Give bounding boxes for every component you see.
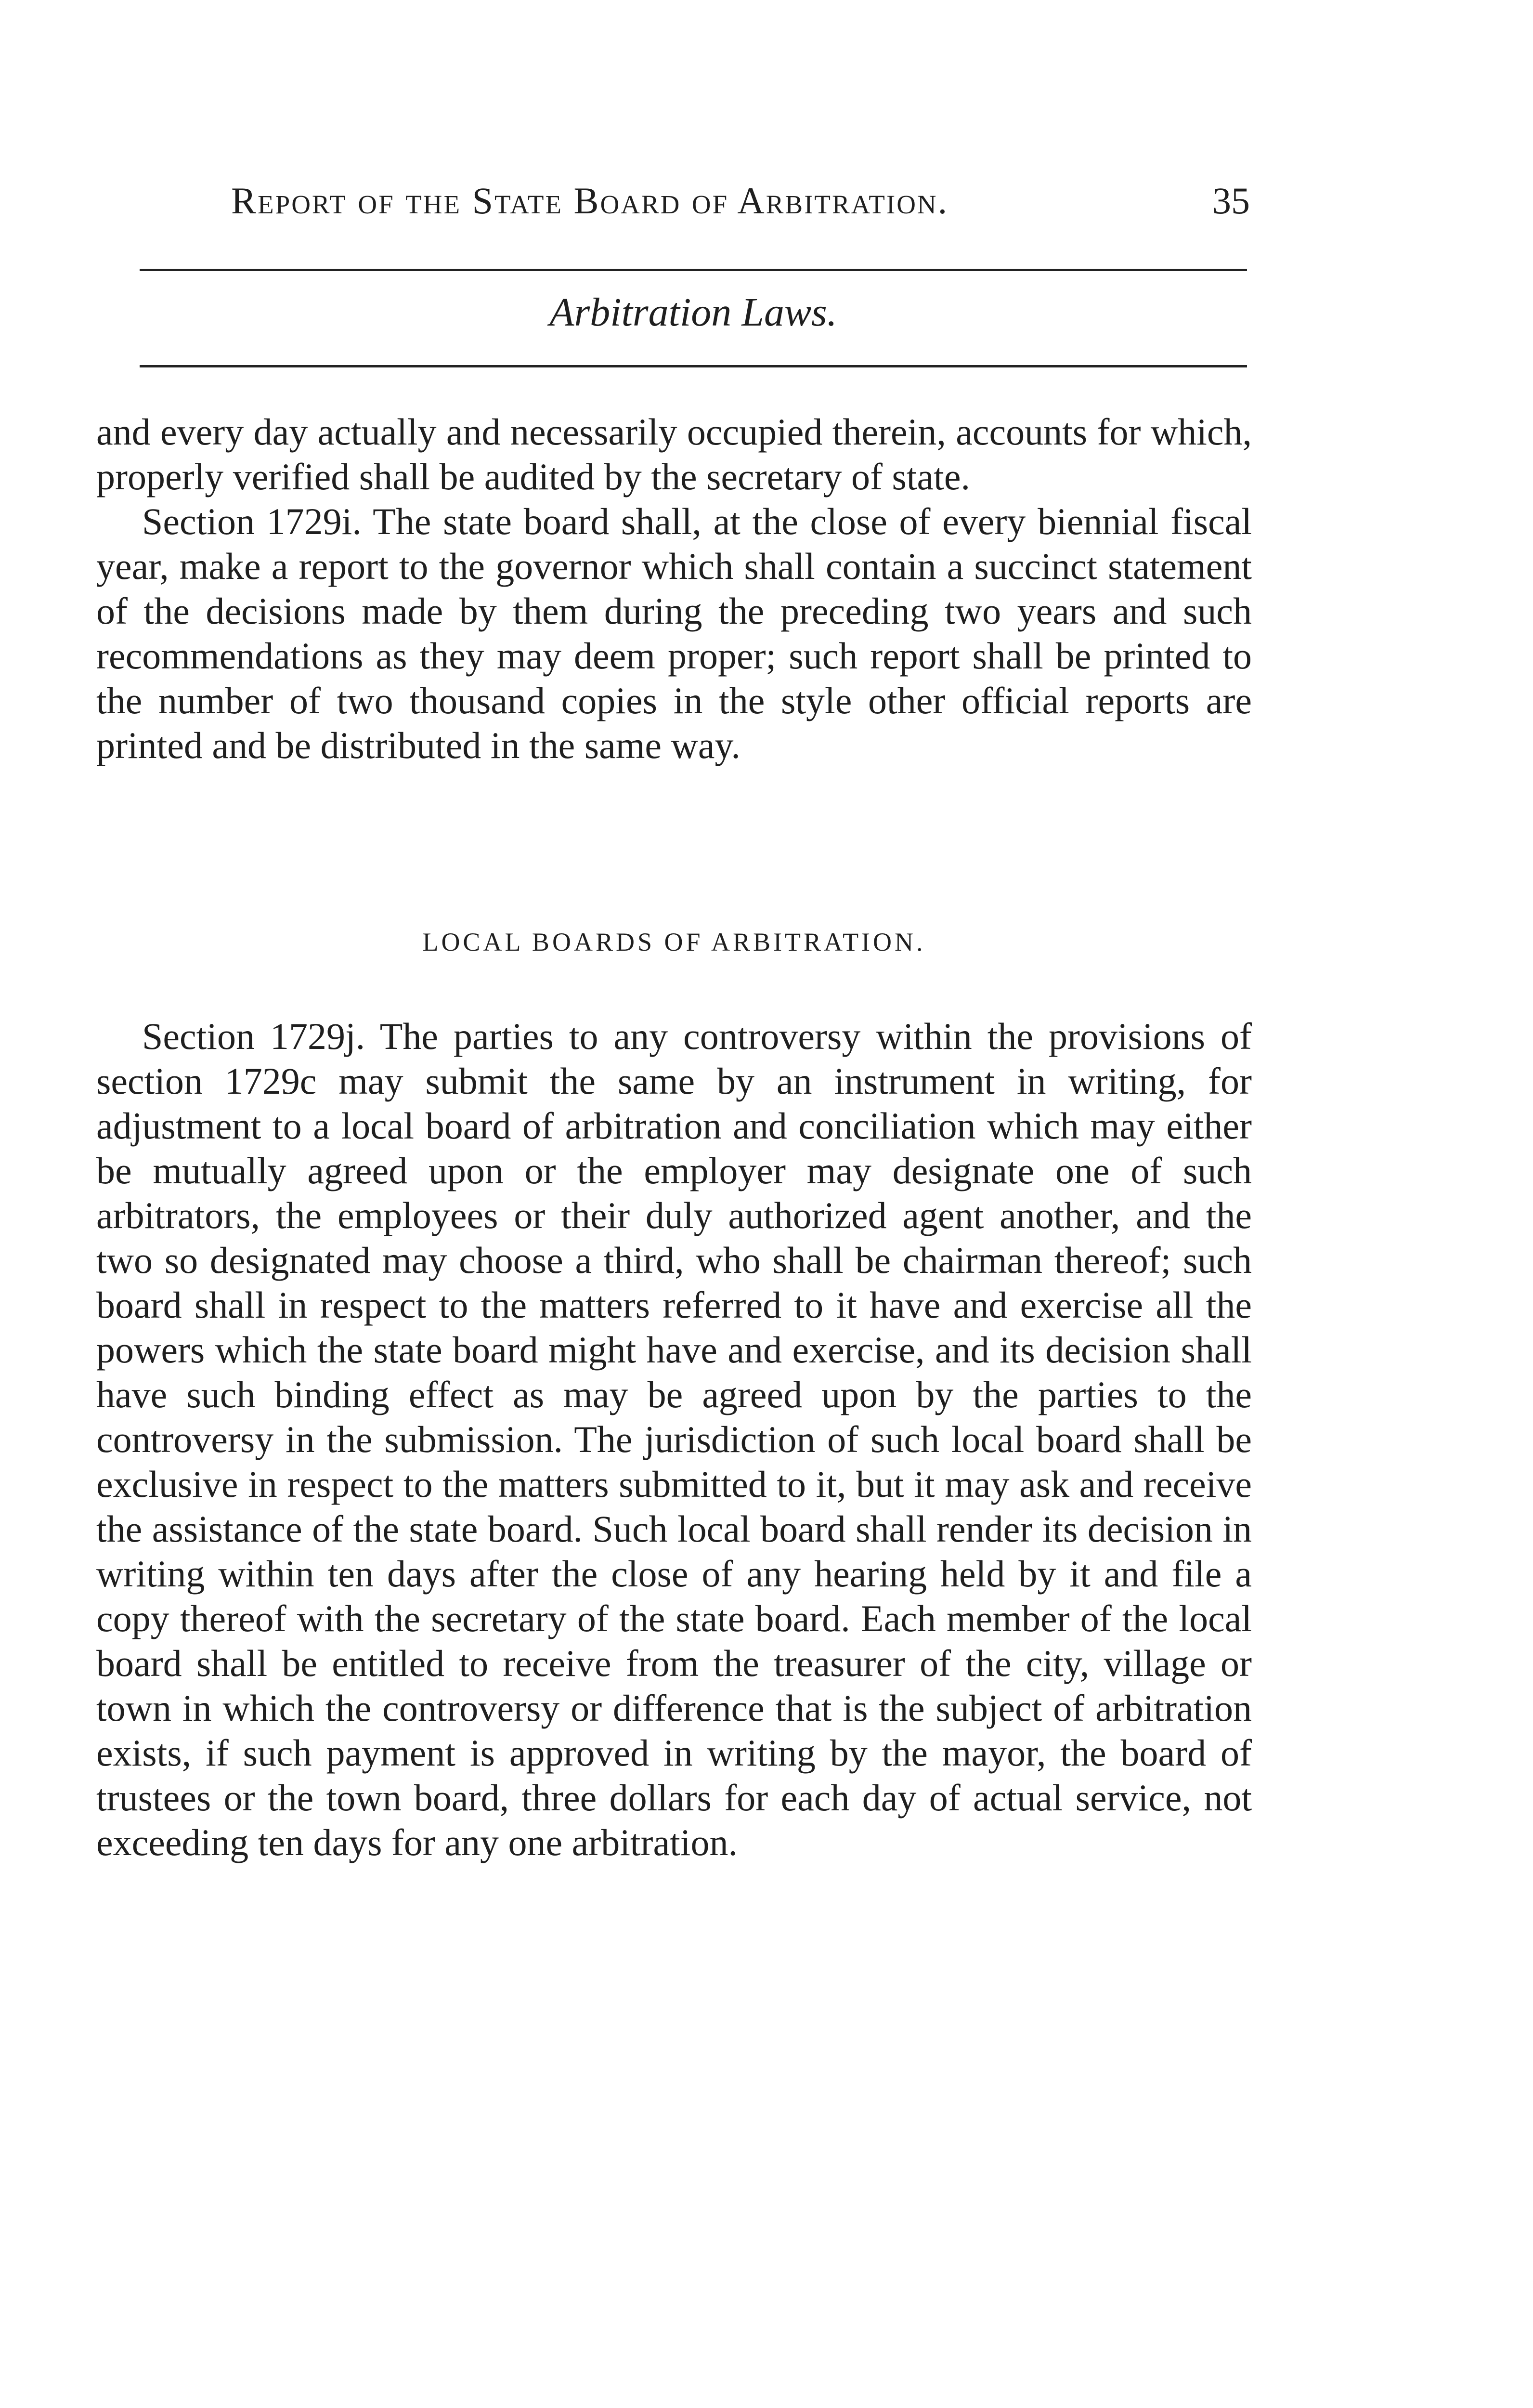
header-rule-bottom <box>140 365 1247 367</box>
continuation-paragraph: and every day actually and necessarily occupied therein, accounts for which, properly verified shall be audited by the secretary of state. <box>96 411 1252 497</box>
section-1729i-paragraph: Section 1729i. The state board shall, at the close of every biennial fiscal year, make a report to the governor which shall contain a succinct statement of the decisions made by them during the preceding two years and such recommendations as they may deem proper; such report shall be printed to the number of two thousand copies in the style other official reports are printed and be distributed in the same way. <box>96 500 1252 766</box>
body-bottom <box>96 1014 1252 1865</box>
running-header <box>231 179 1250 232</box>
local-boards-heading: LOCAL BOARDS OF ARBITRATION. <box>422 928 926 956</box>
section-1729j-paragraph: Section 1729j. The parties to any controversy within the provisions of section 1729c may submit the same by an instrument in writing, for adjustment to a local board of arbitration and conciliation which may either be mutually agreed upon or the employer may designate one of such arbitrators, the employees or their duly authorized agent another, and the two so designated may choose a third, who shall be chairman thereof; such board shall in respect to the matters referred to it have and exercise all the powers which the state board might have and exercise, and its decision shall have such binding effect as may be agreed upon by the parties to the controversy in the submission. The jurisdiction of such local board shall be exclusive in respect to the matters submitted to it, but it may ask and receive the assistance of the state board. Such local board shall render its decision in writing within ten days after the close of any hearing held by it and file a copy thereof with the secretary of the state board. Each member of the local board shall be entitled to receive from the treasurer of the city, village or town in which the controversy or difference that is the subject of arbitration exists, if such payment is approved in writing by the mayor, the board of trustees or the town board, three dollars for each day of actual service, not exceeding ten days for any one arbitration. <box>96 1015 1252 1863</box>
page-number: 35 <box>1212 180 1250 222</box>
section-title: Arbitration Laws. <box>549 290 837 335</box>
header-rule-top <box>140 269 1247 271</box>
running-title: Report of the State Board of Arbitration. <box>231 180 949 222</box>
body-top <box>96 409 1252 768</box>
